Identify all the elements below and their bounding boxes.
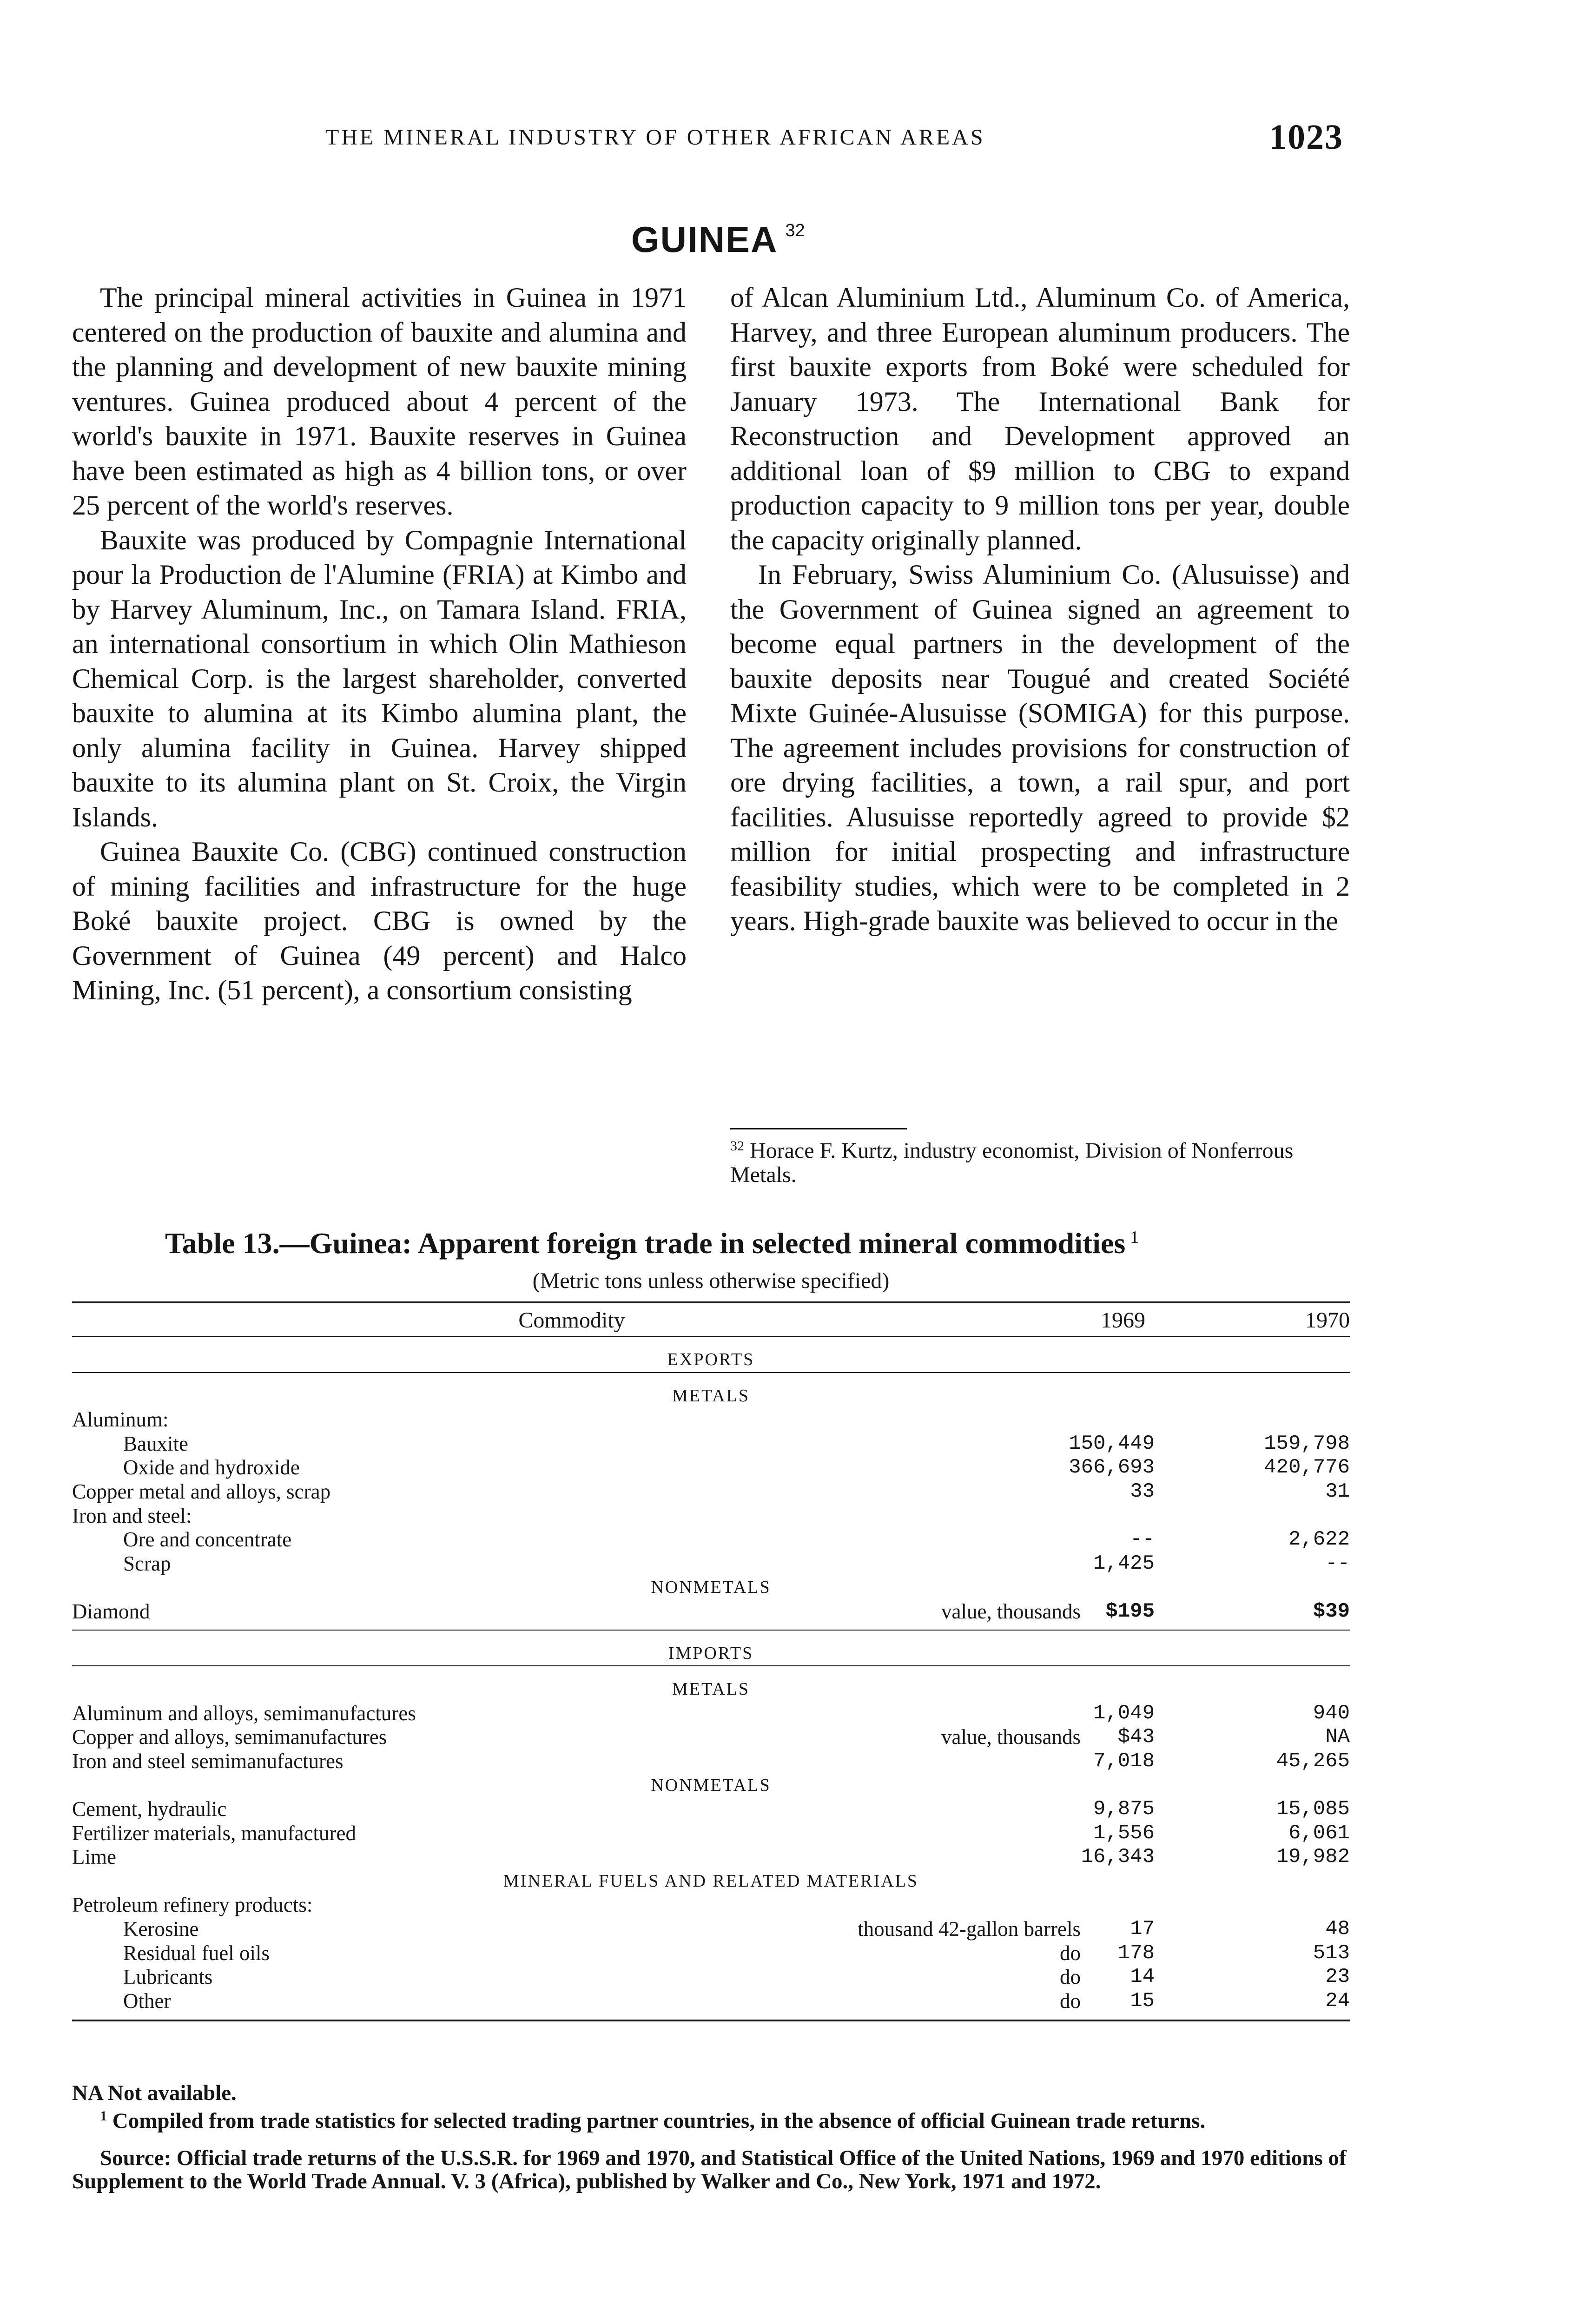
subsection-metals: METALS <box>672 1679 750 1699</box>
table-row <box>72 1941 1350 1966</box>
table-row <box>72 1965 1350 1989</box>
note-1-ref: 1 <box>100 2108 107 2124</box>
value-1970: 513 <box>1313 1941 1350 1965</box>
left-column <box>72 280 687 1008</box>
row-label: Other do - - - <box>123 1989 1081 2014</box>
table-row <box>72 1989 1350 2014</box>
subsection-nonmetals: NONMETALS <box>651 1578 771 1598</box>
table-title <box>165 1226 1139 1261</box>
value-1969: 178 <box>1117 1941 1155 1965</box>
note-1-text: Compiled from trade statistics for selected trading partner countries, in the absence of official Guinean trade returns. <box>112 2109 1206 2133</box>
subsection-mineral-fuels: MINERAL FUELS AND RELATED MATERIALS <box>503 1871 919 1891</box>
value-1970: 24 <box>1325 1989 1350 2013</box>
row-label: Aluminum and alloys, semimanufactures - - - <box>72 1702 1081 1726</box>
row-label: Ore and concentrate - - - <box>123 1528 1081 1552</box>
table-row <box>72 1432 1350 1456</box>
value-1969: 7,018 <box>1093 1749 1155 1773</box>
section-imports: IMPORTS <box>668 1643 754 1663</box>
value-1970: 15,085 <box>1276 1797 1350 1821</box>
row-label: Iron and steel semimanufactures - - - <box>72 1750 1081 1774</box>
column-header-1970: 1970 <box>1305 1308 1350 1333</box>
table-row <box>72 1600 1350 1624</box>
row-unit: value, thousands <box>939 1600 1081 1624</box>
table-row <box>72 1408 1350 1432</box>
table-row <box>72 1725 1350 1750</box>
row-label: Cement, hydraulic - - - <box>72 1797 1081 1822</box>
row-label: Kerosine thousand 42-gallon barrels - - - <box>123 1917 1081 1941</box>
header-rule <box>72 1336 1350 1337</box>
value-1970: 420,776 <box>1264 1456 1350 1479</box>
value-1969: 33 <box>1130 1479 1155 1503</box>
paragraph: Guinea Bauxite Co. (CBG) continued construction of mining facilities and infrastructure for the huge Boké bauxite project. CBG is owned by the Government of Guinea (49 percent) and Halco Mining, Inc. (51 percent), a consortium consisting <box>72 836 687 1005</box>
row-label: Bauxite - - - <box>123 1432 1081 1456</box>
trade-table <box>72 1305 1350 2021</box>
value-1970: NA <box>1325 1725 1350 1749</box>
table-row <box>72 1893 1350 1917</box>
value-1970: 940 <box>1313 1701 1350 1725</box>
table-row <box>72 1845 1350 1869</box>
footnote-divider <box>730 1128 907 1129</box>
value-1969: 1,425 <box>1093 1552 1155 1575</box>
row-label: Lime - - - <box>72 1845 1081 1869</box>
row-label: Fertilizer materials, manufactured - - - <box>72 1822 1081 1846</box>
value-1969: $195 <box>1105 1599 1155 1623</box>
paragraph: of Alcan Aluminium Ltd., Aluminum Co. of America, Harvey, and three European aluminum producers. The first bauxite exports from Boké were scheduled for January 1973. The International Bank for Reconstruction and Development approved an additional loan of $9 million to CBG to expand production capacity to 9 million tons per year, double the capacity originally planned. <box>730 282 1350 555</box>
value-1969: 16,343 <box>1081 1845 1155 1869</box>
row-label: Oxide and hydroxide - - - <box>123 1456 1081 1480</box>
source-note: Source: Official trade returns of the U.S.S.R. for 1969 and 1970, and Statistical Office of the United Nations, 1969 and 1970 editions of Supplement to the World Trade Annual. V. 3 (Africa), published by Walker and Co., New York, 1971 and 1972. <box>72 2146 1347 2193</box>
footnote-ref: 32 <box>730 1138 744 1154</box>
value-1969: 9,875 <box>1093 1797 1155 1821</box>
value-1969: 14 <box>1130 1965 1155 1989</box>
value-1969: 366,693 <box>1069 1456 1155 1479</box>
section-title <box>631 218 805 261</box>
row-unit: do <box>1058 1941 1081 1966</box>
row-unit: thousand 42-gallon barrels <box>856 1917 1081 1941</box>
value-1970: 48 <box>1325 1917 1350 1941</box>
row-label: Aluminum: <box>72 1408 1081 1432</box>
value-1969: $43 <box>1117 1725 1155 1749</box>
table-top-rule <box>72 1301 1350 1303</box>
table-notes <box>72 2081 1350 2193</box>
value-1970: -- <box>1325 1552 1350 1575</box>
row-unit: do <box>1058 1989 1081 2014</box>
section-rule <box>72 1630 1350 1631</box>
table-row <box>72 1552 1350 1576</box>
section-rule <box>72 1372 1350 1373</box>
column-header-commodity: Commodity <box>518 1308 625 1333</box>
table-title-text: Table 13.—Guinea: Apparent foreign trade in selected mineral commodities <box>165 1227 1126 1260</box>
row-label: Diamond value, thousands - - - <box>72 1600 1081 1624</box>
row-unit: do <box>1058 1965 1081 1989</box>
section-title-text: GUINEA <box>631 219 778 260</box>
table-row <box>72 1750 1350 1774</box>
table-row <box>72 1504 1350 1528</box>
subsection-nonmetals: NONMETALS <box>651 1775 771 1795</box>
paragraph: Bauxite was produced by Compagnie International pour la Production de l'Alumine (FRIA) at Kimbo and by Harvey Aluminum, Inc., on Tamara Island. FRIA, an international consortium in which Olin Mathieson Chemical Corp. is the largest shareholder, converted bauxite to alumina at its Kimbo alumina plant, the only alumina facility in Guinea. Harvey shipped bauxite to its alumina plant on St. Croix, the Virgin Islands. <box>72 524 687 832</box>
value-1970: 2,622 <box>1288 1528 1350 1552</box>
subsection-metals: METALS <box>672 1386 750 1406</box>
section-exports: EXPORTS <box>667 1350 755 1369</box>
row-label: Copper metal and alloys, scrap - - - <box>72 1480 1081 1504</box>
value-1969: -- <box>1130 1528 1155 1552</box>
value-1970: 31 <box>1325 1479 1350 1503</box>
paragraph: The principal mineral activities in Guinea in 1971 centered on the production of bauxite and alumina and the planning and development of new bauxite mining ventures. Guinea produced about 4 percent of the world's bauxite in 1971. Bauxite reserves in Guinea have been estimated as high as 4 billion tons, or over 25 percent of the world's reserves. <box>72 282 687 521</box>
row-unit: value, thousands <box>939 1725 1081 1750</box>
note-na: NA Not available. <box>72 2081 237 2105</box>
page-number: 1023 <box>1269 118 1343 157</box>
row-label: Lubricants do - - - <box>123 1965 1081 1989</box>
value-1970: 6,061 <box>1288 1821 1350 1845</box>
table-subtitle: (Metric tons unless otherwise specified) <box>532 1268 890 1293</box>
paragraph: In February, Swiss Aluminium Co. (Alusuisse) and the Government of Guinea signed an agreement to become equal partners in the development of the bauxite deposits near Tougué and created Société Mixte Guinée-Alusuisse (SOMIGA) for this purpose. The agreement includes provisions for construction of ore drying facilities, a town, a rail spur, and port facilities. Alusuisse reportedly agreed to provide $2 million for initial prospecting and infrastructure feasibility studies, which were to be completed in 2 years. High-grade bauxite was believed to occur in the <box>730 559 1350 936</box>
value-1969: 1,556 <box>1093 1821 1155 1845</box>
table-title-ref: 1 <box>1130 1228 1139 1247</box>
footnote-text: Horace F. Kurtz, industry economist, Division of Nonferrous Metals. <box>730 1138 1294 1187</box>
note-1 <box>72 2105 1350 2133</box>
right-column <box>730 280 1350 938</box>
value-1970: $39 <box>1313 1599 1350 1623</box>
table-row <box>72 1480 1350 1504</box>
row-label: Petroleum refinery products: <box>72 1893 1081 1917</box>
row-label: Iron and steel: <box>72 1504 1081 1528</box>
value-1969: 15 <box>1130 1989 1155 2013</box>
table-header-row <box>72 1305 1350 1336</box>
value-1969: 17 <box>1130 1917 1155 1941</box>
table-bottom-rule <box>72 2020 1350 2021</box>
table-row <box>72 1822 1350 1846</box>
table-row <box>72 1702 1350 1726</box>
value-1970: 19,982 <box>1276 1845 1350 1869</box>
section-rule <box>72 1665 1350 1666</box>
table-row <box>72 1917 1350 1941</box>
column-header-1969: 1969 <box>1101 1308 1145 1333</box>
value-1969: 150,449 <box>1069 1432 1155 1455</box>
row-label: Scrap - - - <box>123 1552 1081 1576</box>
row-label: Residual fuel oils do - - - <box>123 1941 1081 1966</box>
section-title-footnote-ref: 32 <box>785 221 805 240</box>
row-label: Copper and alloys, semimanufactures value, thousands - - - <box>72 1725 1081 1750</box>
value-1970: 23 <box>1325 1965 1350 1989</box>
value-1970: 45,265 <box>1276 1749 1350 1773</box>
value-1970: 159,798 <box>1264 1432 1350 1455</box>
table-row <box>72 1528 1350 1552</box>
footnote <box>730 1134 1350 1187</box>
running-head: THE MINERAL INDUSTRY OF OTHER AFRICAN AREAS <box>325 125 985 150</box>
table-row <box>72 1797 1350 1822</box>
value-1969: 1,049 <box>1093 1701 1155 1725</box>
table-row <box>72 1456 1350 1480</box>
